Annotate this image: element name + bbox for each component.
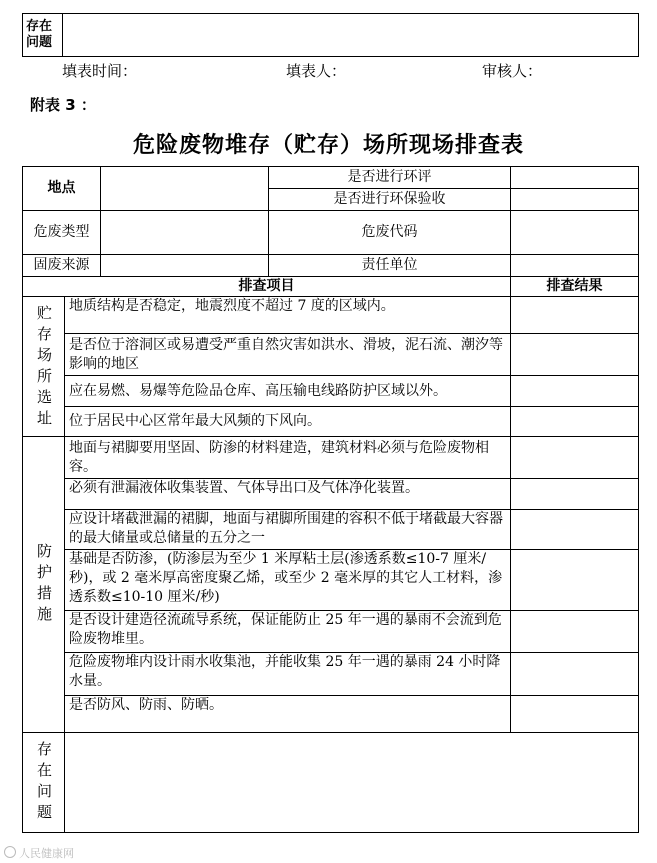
section-label-protection: 防护措施 <box>23 437 65 733</box>
location-label: 地点 <box>23 167 101 211</box>
problems-cell[interactable] <box>65 733 639 833</box>
section-label-site: 贮存场所选址 <box>23 297 65 437</box>
top-problem-box <box>22 13 639 57</box>
acceptance-value[interactable] <box>511 189 639 211</box>
waste-code-value[interactable] <box>511 211 639 255</box>
fill-date-label: 填表时间： <box>62 62 138 80</box>
check-result[interactable] <box>511 376 639 407</box>
filler-label: 填表人： <box>286 62 347 80</box>
source-value[interactable] <box>101 255 269 277</box>
check-result[interactable] <box>511 653 639 696</box>
checklist-table <box>22 276 639 833</box>
check-result[interactable] <box>511 510 639 550</box>
eia-label: 是否进行环评 <box>269 167 511 189</box>
top-problem-cell[interactable] <box>63 14 639 57</box>
location-value[interactable] <box>101 167 269 211</box>
check-item: 是否防风、防雨、防晒。 <box>65 696 511 733</box>
check-item: 基础是否防渗，(防渗层为至少 1 米厚粘土层(渗透系数≤10-7 厘米/秒)，或 2 毫米厚高密度聚乙烯，或至少 2 毫米厚的其它人工材料，渗透系数≤10-10 厘米/秒) <box>65 550 511 611</box>
check-result[interactable] <box>511 407 639 437</box>
appendix-label: 附表 3 ： <box>30 96 96 114</box>
reviewer-label: 审核人： <box>482 62 543 80</box>
check-item: 地质结构是否稳定，地震烈度不超过 7 度的区域内。 <box>65 297 511 334</box>
waste-type-label: 危废类型 <box>23 211 101 255</box>
eia-value[interactable] <box>511 167 639 189</box>
check-item: 是否设计建造径流疏导系统，保证能防止 25 年一遇的暴雨不会流到危险废物堆里。 <box>65 611 511 653</box>
check-item: 危险废物堆内设计雨水收集池，并能收集 25 年一遇的暴雨 24 小时降水量。 <box>65 653 511 696</box>
check-result[interactable] <box>511 297 639 334</box>
info-table <box>22 166 639 277</box>
check-item: 地面与裙脚要用坚固、防渗的材料建造，建筑材料必须与危险废物相容。 <box>65 437 511 479</box>
results-column-header: 排查结果 <box>511 277 639 297</box>
waste-code-label: 危废代码 <box>269 211 511 255</box>
source-label: 固废来源 <box>23 255 101 277</box>
watermark-text: 人民健康网 <box>19 847 74 860</box>
problems-label: 存在问题 <box>23 733 65 833</box>
check-result[interactable] <box>511 437 639 479</box>
items-column-header: 排查项目 <box>23 277 511 297</box>
check-result[interactable] <box>511 611 639 653</box>
check-result[interactable] <box>511 696 639 733</box>
check-result[interactable] <box>511 334 639 376</box>
check-item: 必须有泄漏液体收集装置、气体导出口及气体净化装置。 <box>65 479 511 510</box>
acceptance-label: 是否进行环保验收 <box>269 189 511 211</box>
watermark <box>4 845 74 861</box>
check-item: 是否位于溶洞区或易遭受严重自然灾害如洪水、滑坡，泥石流、潮汐等影响的地区 <box>65 334 511 376</box>
page-title: 危险废物堆存（贮存）场所现场排查表 <box>132 133 524 158</box>
check-result[interactable] <box>511 550 639 611</box>
responsible-label: 责任单位 <box>269 255 511 277</box>
check-item: 应在易燃、易爆等危险品仓库、高压输电线路防护区域以外。 <box>65 376 511 407</box>
check-item: 应设计堵截泄漏的裙脚，地面与裙脚所围建的容积不低于堵截最大容器的最大储量或总储量的五分之一 <box>65 510 511 550</box>
watermark-logo-icon <box>4 846 16 858</box>
responsible-value[interactable] <box>511 255 639 277</box>
check-item: 位于居民中心区常年最大风频的下风向。 <box>65 407 511 437</box>
waste-type-value[interactable] <box>101 211 269 255</box>
top-problem-label: 存在 问题 <box>23 14 63 57</box>
check-result[interactable] <box>511 479 639 510</box>
